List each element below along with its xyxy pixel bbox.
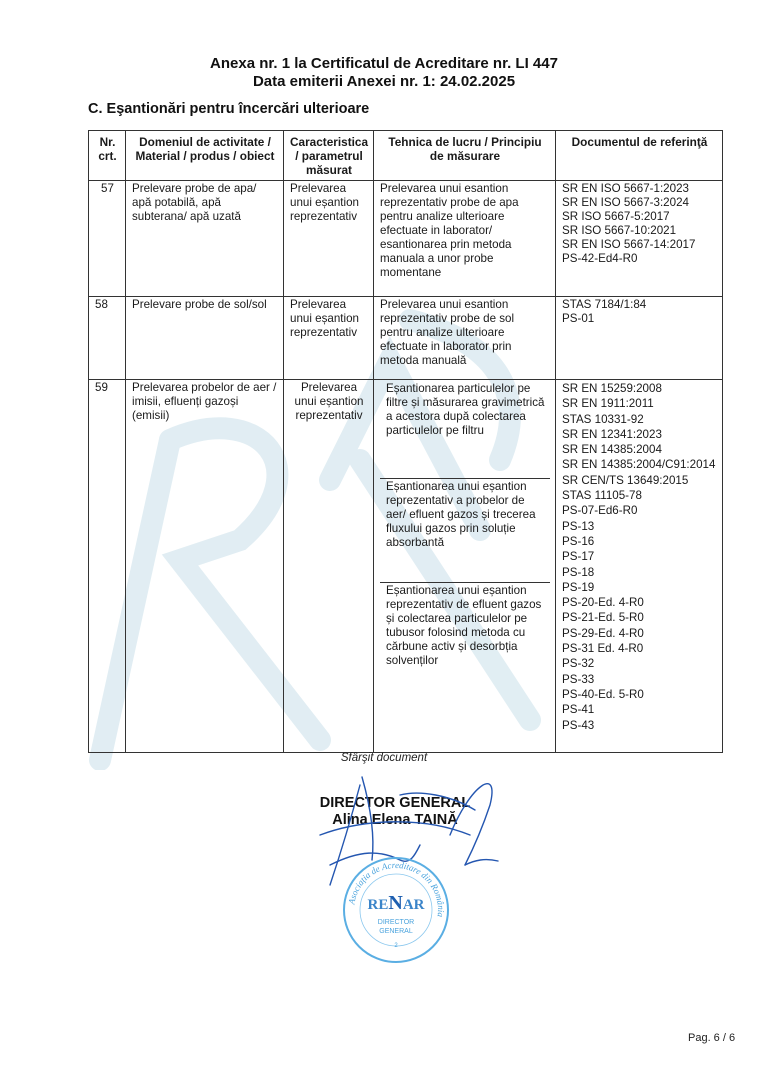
document-ref: PS-07-Ed6-R0: [562, 504, 638, 518]
row-documents: [556, 380, 723, 753]
table-header-row: [89, 131, 723, 181]
document-ref: SR EN ISO 5667-1:2023: [562, 182, 689, 195]
document-ref: SR EN 12341:2023: [562, 427, 662, 441]
row-nr: 57: [89, 181, 126, 297]
document-ref: PS-20-Ed. 4-R0: [562, 596, 644, 610]
row-domain: Prelevarea probelor de aer / imisii, efluenți gazoși (emisii): [126, 380, 284, 753]
technique-item: Eșantionarea unui eșantion reprezentativ a probelor de aer/ efluent gazos și trecerea fluxului gazos prin soluție absorbantă: [380, 479, 550, 583]
row-characteristic: Prelevarea unui eșantion reprezentativ: [284, 380, 374, 753]
renar-stamp-icon: [341, 855, 451, 965]
table-row: [89, 297, 723, 380]
row-domain: Prelevare probe de apa/ apă potabilă, apă subterana/ apă uzată: [126, 181, 284, 297]
document-ref: PS-31 Ed. 4-R0: [562, 642, 644, 656]
section-title: C. Eşantionări pentru încercări ulterioare: [88, 101, 370, 117]
document-ref: SR ISO 5667-5:2017: [562, 210, 670, 223]
signatory-name: Alina Elena TAINĂ: [332, 812, 458, 828]
row-techniques: [374, 380, 556, 753]
svg-text:GENERAL: GENERAL: [379, 928, 413, 935]
document-ref: PS-17: [562, 550, 595, 564]
technique-item: Eșantionarea unui eșantion reprezentativ de efluent gazos și colectarea particulelor pe tubusor folosind metoda cu cărbune activ și desorbția solvenților: [386, 584, 542, 667]
document-ref: PS-33: [562, 672, 595, 686]
technique-item: Eșantionarea particulelor pe filtre și măsurarea gravimetrică a acestora după colectarea particulelor pe filtru: [380, 381, 550, 479]
document-ref: SR EN ISO 5667-3:2024: [562, 196, 689, 209]
document-ref: PS-42-Ed4-R0: [562, 252, 638, 265]
document-ref: SR ISO 5667-10:2021: [562, 224, 677, 237]
signatory-title: DIRECTOR GENERAL: [319, 795, 471, 811]
document-ref: PS-41: [562, 703, 595, 717]
document-ref: PS-40-Ed. 5-R0: [562, 687, 644, 701]
document-ref: PS-21-Ed. 5-R0: [562, 611, 644, 625]
document-ref: PS-19: [562, 580, 595, 594]
row-technique: Prelevarea unui esantion reprezentativ probe de sol pentru analize ulterioare efectuate in laborator prin metoda manuală: [374, 297, 556, 380]
document-ref: PS-01: [562, 312, 595, 325]
row-domain: Prelevare probe de sol/sol: [126, 297, 284, 380]
row-technique: Prelevarea unui esantion reprezentativ probe de apa pentru analize ulterioare efectuate in laborator/ esantionarea prin metoda manuala a unor probe momentane: [374, 181, 556, 297]
table-row: [89, 380, 723, 753]
document-ref: STAS 11105-78: [562, 489, 642, 503]
document-ref: SR CEN/TS 13649:2015: [562, 473, 689, 487]
row-characteristic: Prelevarea unui eșantion reprezentativ: [284, 297, 374, 380]
header-reference: Documentul de referinţă: [556, 131, 723, 181]
svg-text:RENAR: RENAR: [367, 892, 425, 914]
document-ref: PS-18: [562, 565, 595, 579]
row-documents: [556, 181, 723, 297]
header-technique: Tehnica de lucru / Principiu de măsurare: [374, 131, 556, 181]
document-ref: STAS 10331-92: [562, 412, 644, 426]
svg-text:Asociația de Acreditare din Ro: Asociația de Acreditare din România: [346, 859, 447, 918]
annex-title: Anexa nr. 1 la Certificatul de Acreditare nr. LI 447: [210, 55, 558, 72]
page-number: Pag. 6 / 6: [688, 1032, 736, 1044]
header-domain: Domeniul de activitate / Material / produs / obiect: [126, 131, 284, 181]
row-documents: [556, 297, 723, 380]
table-row: [89, 181, 723, 297]
document-ref: STAS 7184/1:84: [562, 298, 647, 311]
document-ref: PS-13: [562, 519, 595, 533]
svg-text:DIRECTOR: DIRECTOR: [377, 919, 415, 926]
document-ref: PS-29-Ed. 4-R0: [562, 626, 644, 640]
document-ref: PS-43: [562, 718, 595, 732]
row-nr: 58: [89, 297, 126, 380]
accreditation-table: [88, 130, 723, 753]
header-nr: Nr. crt.: [89, 131, 126, 181]
document-ref: SR EN 14385:2004/C91:2014: [562, 458, 716, 472]
document-ref: SR EN 14385:2004: [562, 443, 662, 457]
document-ref: PS-32: [562, 657, 595, 671]
svg-text:2: 2: [394, 943, 398, 949]
header-characteristic: Caracteristica / parametrul măsurat: [284, 131, 374, 181]
document-ref: SR EN 1911:2011: [562, 397, 654, 411]
document-ref: SR EN 15259:2008: [562, 382, 662, 395]
row-characteristic: Prelevarea unui eșantion reprezentativ: [284, 181, 374, 297]
end-of-document: Sfârşit document: [340, 752, 428, 764]
document-ref: PS-16: [562, 534, 595, 548]
row-nr: 59: [89, 380, 126, 753]
document-ref: SR EN ISO 5667-14:2017: [562, 238, 696, 251]
annex-date: Data emiterii Anexei nr. 1: 24.02.2025: [252, 73, 516, 90]
